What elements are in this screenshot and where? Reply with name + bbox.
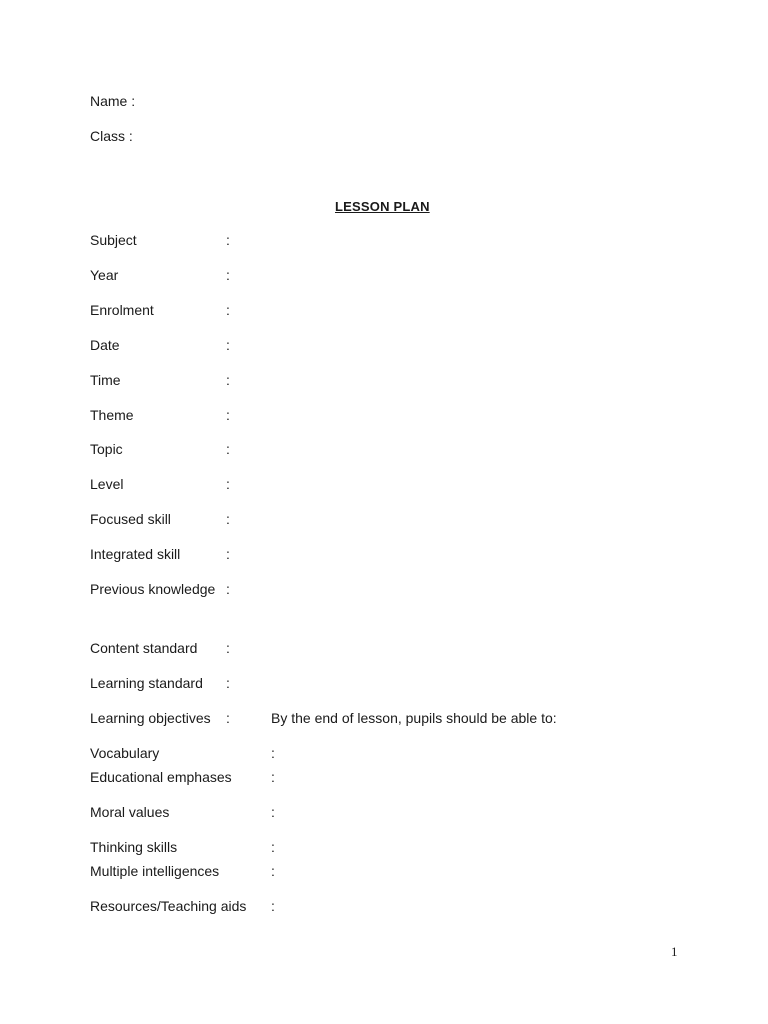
name-label: Name : [90, 93, 136, 109]
field-label-date: Date [90, 337, 120, 353]
field-sep: : [226, 511, 230, 527]
page-number: 1 [671, 944, 678, 959]
class-label: Class : [90, 128, 133, 144]
field-label-learning-standard: Learning standard [90, 675, 203, 691]
field-label-thinking-skills: Thinking skills [90, 839, 178, 855]
field-sep: : [226, 640, 230, 656]
field-sep: : [271, 839, 275, 855]
field-sep: : [271, 769, 275, 785]
field-sep: : [226, 372, 230, 388]
field-label-topic: Topic [90, 441, 123, 457]
field-label-theme: Theme [90, 407, 134, 423]
field-label-educational-emphases: Educational emphases [90, 769, 232, 785]
field-label-focused-skill: Focused skill [90, 511, 171, 527]
field-sep: : [226, 675, 230, 691]
field-sep: : [226, 337, 230, 353]
field-label-multiple-intelligences: Multiple intelligences [90, 863, 220, 879]
field-label-time: Time [90, 372, 121, 388]
field-sep: : [226, 302, 230, 318]
field-label-vocabulary: Vocabulary [90, 745, 160, 761]
field-label-year: Year [90, 267, 119, 283]
field-label-learning-objectives: Learning objectives [90, 710, 211, 726]
field-label-level: Level [90, 476, 124, 492]
field-sep: : [226, 267, 230, 283]
document-title: LESSON PLAN [335, 199, 430, 214]
field-sep: : [271, 898, 275, 914]
field-label-previous-knowledge: Previous knowledge [90, 581, 216, 597]
field-sep: : [271, 804, 275, 820]
field-sep: : [226, 710, 230, 726]
field-label-moral-values: Moral values [90, 804, 170, 820]
field-label-enrolment: Enrolment [90, 302, 154, 318]
field-label-subject: Subject [90, 232, 137, 248]
field-sep: : [226, 232, 230, 248]
field-sep: : [226, 546, 230, 562]
field-sep: : [226, 407, 230, 423]
field-label-integrated-skill: Integrated skill [90, 546, 181, 562]
field-label-resources: Resources/Teaching aids [90, 898, 247, 914]
field-label-content-standard: Content standard [90, 640, 198, 656]
field-sep: : [226, 581, 230, 597]
field-sep: : [226, 476, 230, 492]
field-sep: : [226, 441, 230, 457]
learning-objectives-value: By the end of lesson, pupils should be able to: [271, 710, 557, 726]
field-sep: : [271, 745, 275, 761]
field-sep: : [271, 863, 275, 879]
